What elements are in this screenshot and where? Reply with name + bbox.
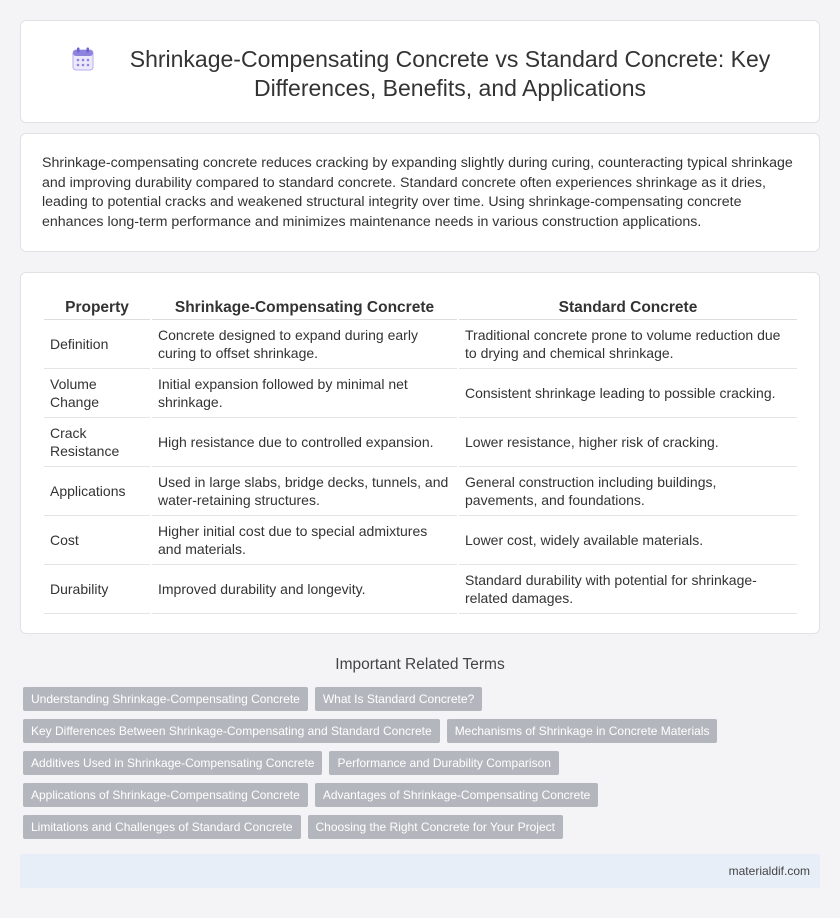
intro-paragraph: Shrinkage-compensating concrete reduces cracking by expanding slightly during curing, counteracting typical shrinkage and improving durability compared to standard concrete. Standard concrete often experiences shrinkage as it dries, leading to potential cracks and weakened structural integrity over time. Using shrinkage-compensating concrete enhances long-term performance and minimizes maintenance needs in various construction applications.	[42, 155, 793, 230]
tag-row	[23, 815, 823, 839]
property-cell: Volume Change	[44, 369, 150, 418]
tag-row	[23, 687, 823, 711]
tag-row	[23, 751, 823, 775]
table-cell: Standard durability with potential for shrinkage-related damages.	[459, 565, 797, 614]
table-cell: Used in large slabs, bridge decks, tunnels, and water-retaining structures.	[152, 467, 457, 516]
table-cell: Concrete designed to expand during early curing to offset shrinkage.	[152, 320, 457, 369]
comparison-card	[20, 272, 820, 634]
related-term-link[interactable]: Advantages of Shrinkage-Compensating Concrete	[315, 783, 599, 807]
table-cell: Consistent shrinkage leading to possible cracking.	[459, 369, 797, 418]
table-row	[44, 320, 797, 369]
tag-row	[23, 719, 823, 743]
table-cell: Initial expansion followed by minimal net shrinkage.	[152, 369, 457, 418]
table-row	[44, 467, 797, 516]
table-row	[44, 565, 797, 614]
table-row	[44, 369, 797, 418]
footer-site-link[interactable]: materialdif.com	[728, 864, 810, 878]
related-terms-list	[23, 687, 823, 847]
table-cell: Lower cost, widely available materials.	[459, 516, 797, 565]
property-cell: Applications	[44, 467, 150, 516]
comparison-table	[42, 293, 799, 614]
intro-card	[20, 133, 820, 252]
related-term-link[interactable]: Choosing the Right Concrete for Your Project	[308, 815, 563, 839]
related-term-link[interactable]: Performance and Durability Comparison	[329, 751, 558, 775]
page-title: Shrinkage-Compensating Concrete vs Standard Concrete: Key Differences, Benefits, and Applications	[129, 46, 771, 101]
column-header-shrinkage-compensating: Shrinkage-Compensating Concrete	[152, 293, 457, 320]
related-term-link[interactable]: Understanding Shrinkage-Compensating Concrete	[23, 687, 308, 711]
table-cell: Traditional concrete prone to volume reduction due to drying and chemical shrinkage.	[459, 320, 797, 369]
footer	[20, 854, 820, 888]
related-terms-heading: Important Related Terms	[335, 656, 505, 673]
related-term-link[interactable]: Additives Used in Shrinkage-Compensating Concrete	[23, 751, 322, 775]
table-cell: High resistance due to controlled expansion.	[152, 418, 457, 467]
related-term-link[interactable]: Key Differences Between Shrinkage-Compensating and Standard Concrete	[23, 719, 440, 743]
column-header-standard: Standard Concrete	[459, 293, 797, 320]
table-header-row	[44, 293, 797, 320]
table-row	[44, 418, 797, 467]
tag-row	[23, 783, 823, 807]
table-row	[44, 516, 797, 565]
related-term-link[interactable]: Limitations and Challenges of Standard Concrete	[23, 815, 301, 839]
related-term-link[interactable]: Applications of Shrinkage-Compensating Concrete	[23, 783, 308, 807]
table-cell: Higher initial cost due to special admixtures and materials.	[152, 516, 457, 565]
property-cell: Definition	[44, 320, 150, 369]
property-cell: Cost	[44, 516, 150, 565]
related-term-link[interactable]: What Is Standard Concrete?	[315, 687, 482, 711]
header-card	[20, 20, 820, 123]
title-wrap	[21, 45, 819, 103]
property-cell: Durability	[44, 565, 150, 614]
column-header-property: Property	[44, 293, 150, 320]
table-cell: Improved durability and longevity.	[152, 565, 457, 614]
related-term-link[interactable]: Mechanisms of Shrinkage in Concrete Materials	[447, 719, 718, 743]
table-cell: General construction including buildings, pavements, and foundations.	[459, 467, 797, 516]
table-cell: Lower resistance, higher risk of cracking.	[459, 418, 797, 467]
calendar-icon	[72, 47, 94, 71]
property-cell: Crack Resistance	[44, 418, 150, 467]
